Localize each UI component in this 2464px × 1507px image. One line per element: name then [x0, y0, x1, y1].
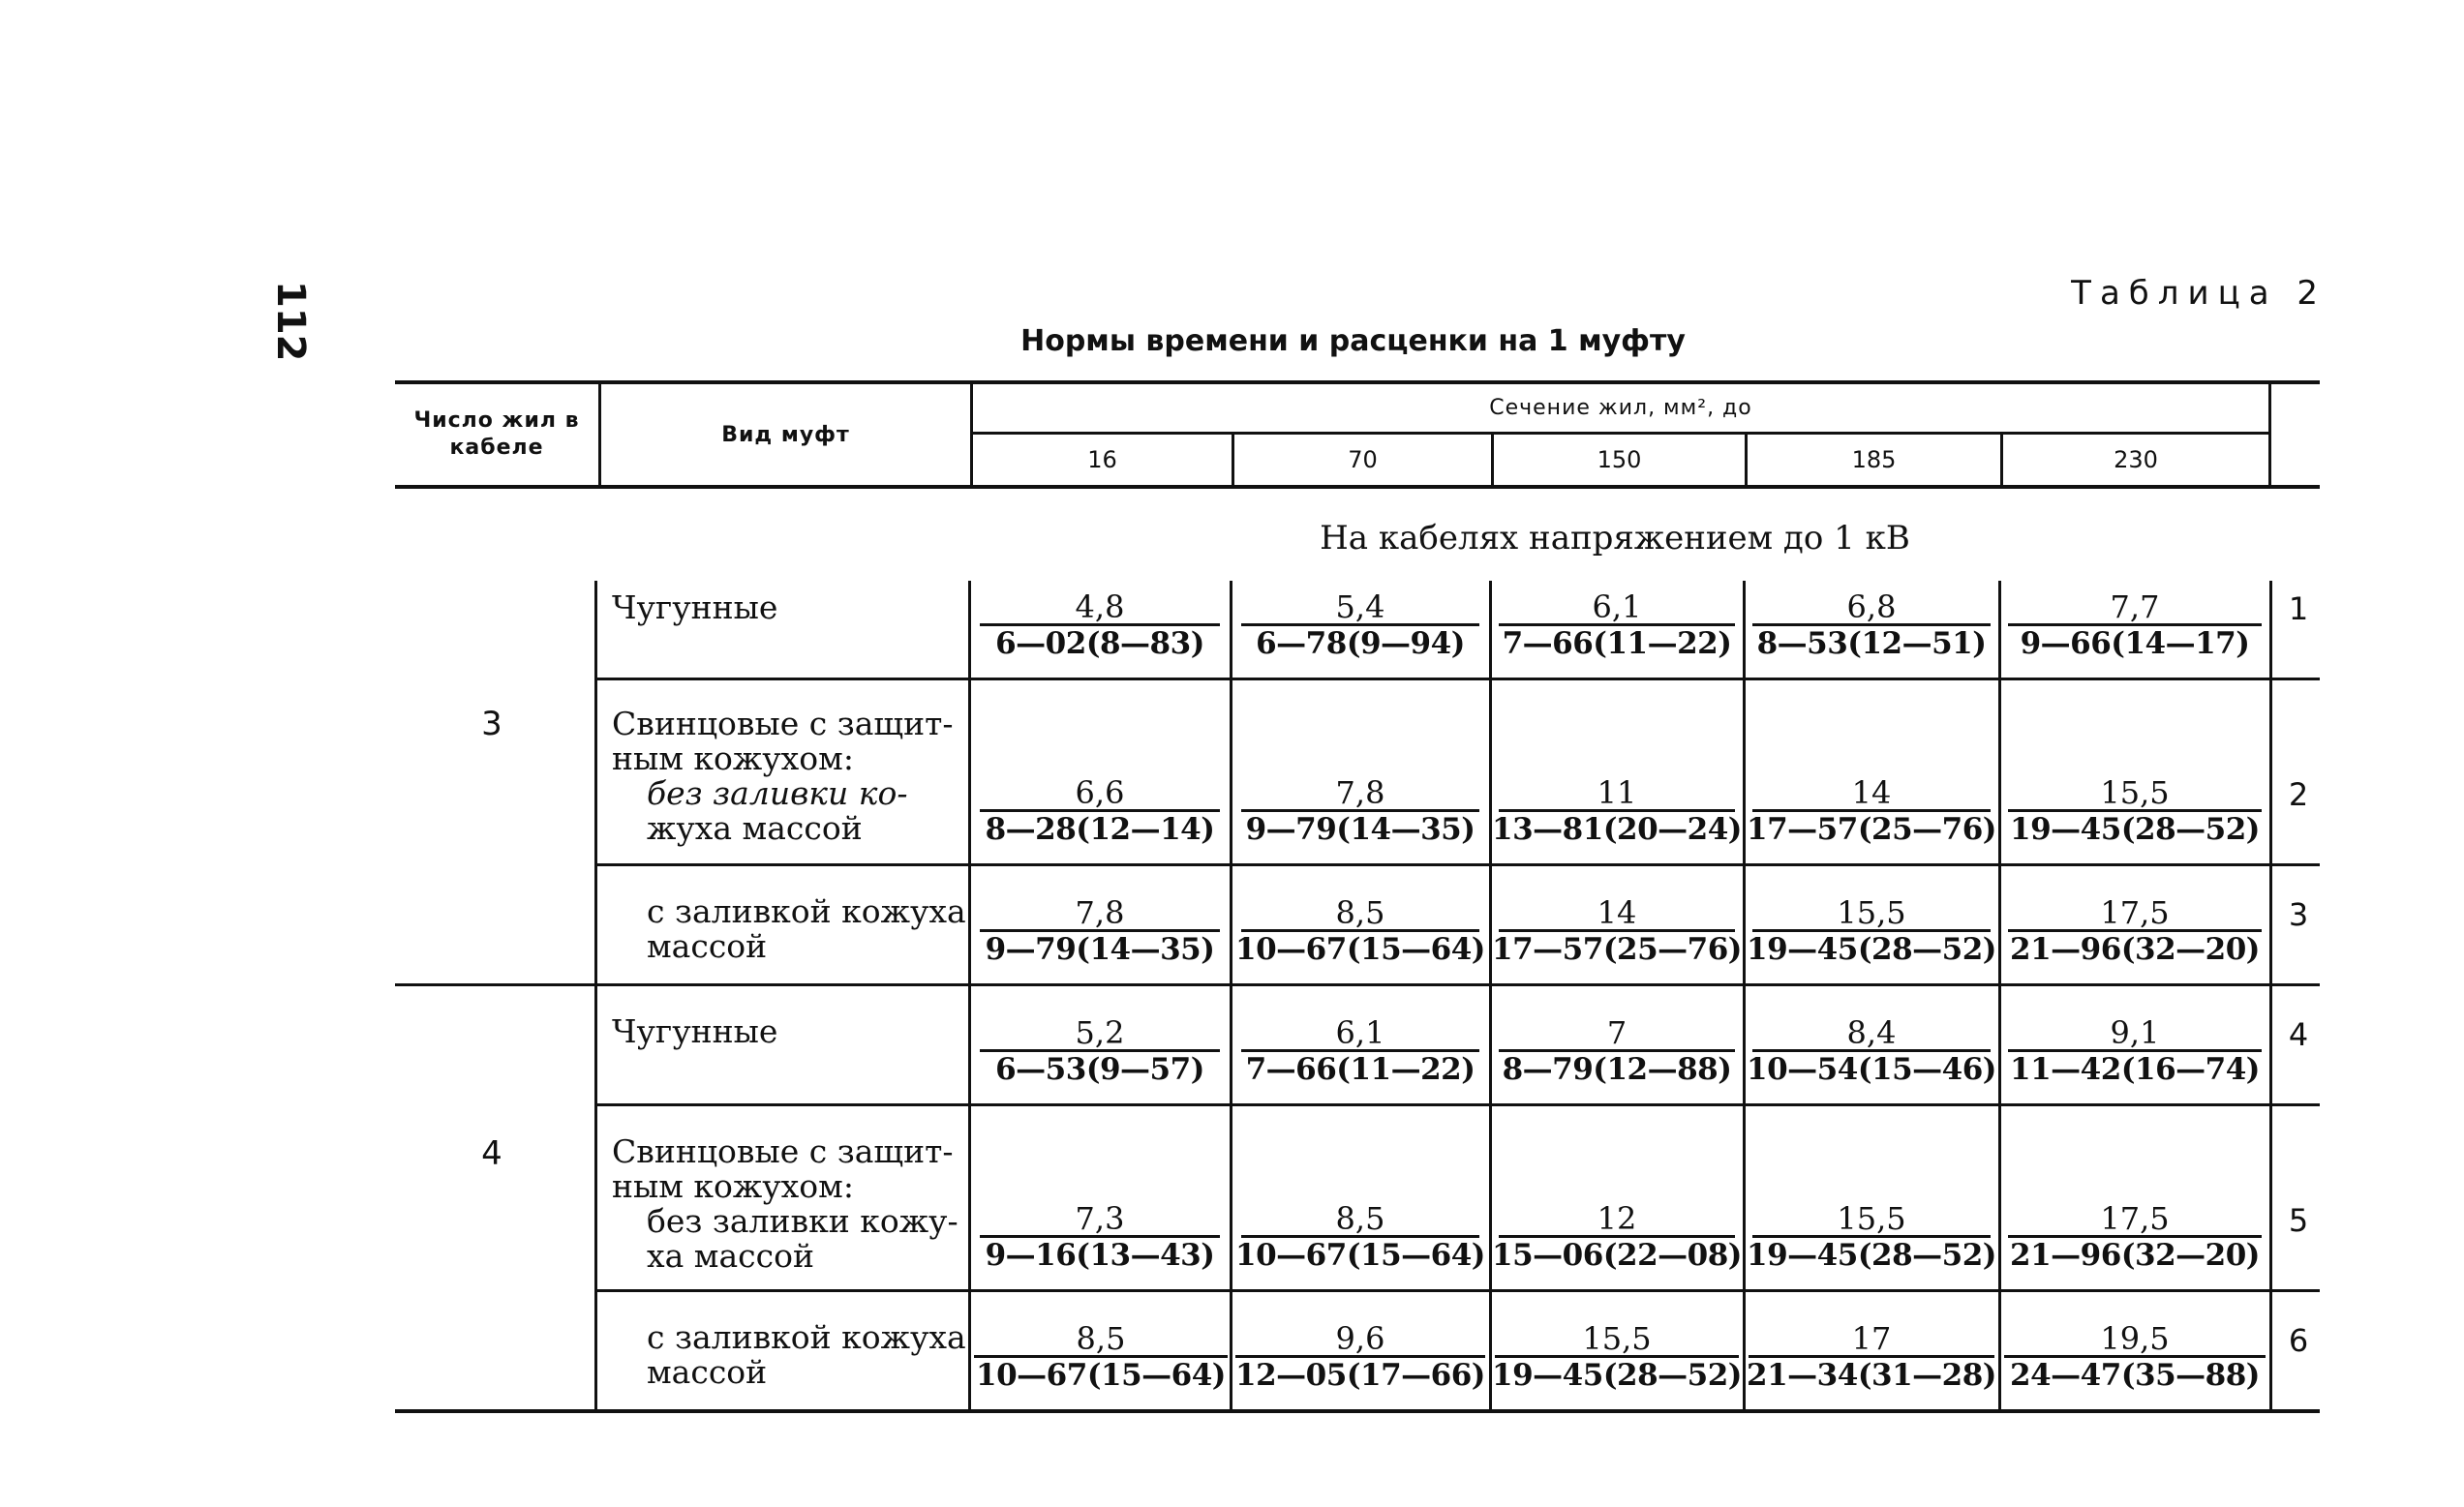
header-size-150: 150	[1491, 435, 1745, 485]
cell-row3-16	[980, 896, 1220, 967]
price-value: 12—05(17—66)	[1235, 1358, 1485, 1393]
price-value: 21—34(31—28)	[1747, 1358, 1996, 1393]
type-line: с заливкой кожуха	[647, 1318, 966, 1356]
type-label-row-5	[612, 1134, 970, 1274]
type-line: Свинцовые с защит-	[612, 1132, 954, 1170]
header-cores: Число жил в кабеле	[413, 408, 580, 460]
type-line: Чугунные	[612, 1012, 778, 1050]
column-rule	[594, 581, 597, 1413]
price-value: 6—78(9—94)	[1256, 626, 1465, 661]
type-line: ха массой	[647, 1237, 814, 1275]
price-value: 24—47(35—88)	[2010, 1358, 2260, 1393]
price-value: 21—96(32—20)	[2010, 1238, 2260, 1273]
price-value: 17—57(25—76)	[1747, 812, 1996, 847]
row-number: 5	[2288, 1202, 2309, 1239]
row-rule	[594, 678, 2320, 680]
price-value: 10—67(15—64)	[976, 1358, 1226, 1393]
norm-value: 9,6	[1235, 1322, 1485, 1358]
cell-row6-16	[974, 1322, 1228, 1393]
type-line: без заливки ко-	[647, 774, 908, 812]
price-value: 8—28(12—14)	[985, 812, 1215, 847]
type-label-row-3	[612, 894, 970, 964]
cell-row3-150	[1492, 894, 1742, 967]
column-rule	[1230, 581, 1232, 1413]
price-value: 19—45(28—52)	[1747, 932, 1996, 967]
cell-row1-16	[980, 590, 1220, 661]
norm-value: 8,4	[1752, 1016, 1991, 1052]
column-rule	[2269, 581, 2272, 1413]
norm-value: 8,5	[1241, 896, 1479, 932]
header-size-70: 70	[1232, 435, 1491, 485]
norm-value: 8,5	[1241, 1202, 1479, 1238]
column-rule	[1489, 581, 1492, 1413]
norm-value: 8,5	[974, 1322, 1228, 1358]
norm-value: 15,5	[1752, 1202, 1991, 1238]
norm-value: 7,3	[980, 1202, 1220, 1238]
cell-row3-230	[2008, 896, 2262, 967]
type-label-row-6	[612, 1320, 970, 1390]
cores-count-4: 4	[481, 1134, 502, 1173]
norm-value: 17,5	[2008, 1202, 2262, 1238]
cell-row2-185	[1747, 774, 1996, 847]
table-body	[395, 581, 2320, 1413]
cell-row6-70	[1235, 1322, 1485, 1393]
price-value: 19—45(28—52)	[1747, 1238, 1996, 1273]
row-number: 2	[2288, 776, 2309, 813]
cores-count-3: 3	[481, 705, 502, 743]
price-value: 13—81(20—24)	[1492, 812, 1742, 847]
cell-row2-150	[1492, 774, 1742, 847]
norm-value: 6,1	[1499, 590, 1735, 626]
norm-value: 6,6	[980, 776, 1220, 812]
table-bottom-rule	[395, 1409, 2320, 1413]
page-number: 112	[268, 281, 313, 362]
price-value: 10—54(15—46)	[1747, 1052, 1996, 1087]
type-label-row-2	[612, 707, 970, 846]
price-value: 21—96(32—20)	[2010, 932, 2260, 967]
cell-row5-185	[1747, 1200, 1996, 1273]
table-header	[395, 380, 2320, 489]
header-size-185: 185	[1745, 435, 2000, 485]
norm-value: 7	[1499, 1016, 1735, 1052]
norm-value: 14	[1499, 896, 1735, 932]
norm-value: 15,5	[1752, 896, 1991, 932]
cell-row1-230	[2008, 590, 2262, 661]
price-value: 9—79(14—35)	[985, 932, 1215, 967]
header-section: Сечение жил, мм², до	[970, 384, 2271, 435]
cell-row5-230	[2008, 1202, 2262, 1273]
cell-row5-70	[1235, 1200, 1485, 1273]
price-value: 7—66(11—22)	[1245, 1052, 1475, 1087]
row-number: 3	[2288, 896, 2309, 933]
row-rule	[594, 1103, 2320, 1106]
row-rule	[594, 863, 2320, 866]
norm-value: 6,1	[1241, 1016, 1479, 1052]
cell-row1-70	[1241, 590, 1479, 661]
cell-row2-230	[2008, 776, 2262, 847]
type-line: без заливки кожу-	[647, 1202, 958, 1240]
norm-value: 19,5	[2004, 1322, 2266, 1358]
row-number: 4	[2288, 1016, 2309, 1053]
column-rule	[968, 581, 971, 1413]
type-line: ным кожухом:	[612, 1167, 854, 1205]
type-line: массой	[647, 1353, 768, 1391]
cell-row1-185	[1752, 590, 1991, 661]
cell-row2-16	[980, 776, 1220, 847]
norm-value: 7,8	[980, 896, 1220, 932]
price-value: 19—45(28—52)	[1492, 1358, 1742, 1393]
price-value: 7—66(11—22)	[1502, 626, 1732, 661]
cell-row1-150	[1499, 590, 1735, 661]
column-rule	[1998, 581, 2001, 1413]
header-type: Вид муфт	[598, 384, 970, 485]
type-line: массой	[647, 927, 768, 965]
voltage-subheader: На кабелях напряжением до 1 кВ	[1320, 519, 1910, 558]
norm-value: 12	[1499, 1202, 1735, 1238]
cell-row5-16	[980, 1202, 1220, 1273]
type-line: Свинцовые с защит-	[612, 705, 954, 742]
norm-value: 9,1	[2008, 1016, 2262, 1052]
price-value: 6—53(9—57)	[995, 1052, 1204, 1087]
type-line: Чугунные	[612, 588, 778, 626]
table-label: Таблица 2	[2071, 274, 2327, 313]
header-size-230: 230	[2000, 435, 2271, 485]
cell-row6-150	[1492, 1320, 1742, 1393]
price-value: 9—66(14—17)	[2020, 626, 2250, 661]
price-value: 19—45(28—52)	[2010, 812, 2260, 847]
cell-row4-16	[980, 1016, 1220, 1087]
cell-row4-185	[1747, 1014, 1996, 1087]
norm-value: 14	[1752, 776, 1991, 812]
cell-row4-70	[1241, 1016, 1479, 1087]
price-value: 10—67(15—64)	[1235, 1238, 1485, 1273]
type-label-row-1	[612, 590, 970, 625]
price-value: 15—06(22—08)	[1492, 1238, 1742, 1273]
norm-value: 5,4	[1241, 590, 1479, 626]
norm-value: 5,2	[980, 1016, 1220, 1052]
cell-row6-230	[2004, 1322, 2266, 1393]
cell-row6-185	[1749, 1322, 1994, 1393]
price-value: 8—53(12—51)	[1756, 626, 1987, 661]
price-value: 8—79(12—88)	[1502, 1052, 1732, 1087]
norm-value: 17,5	[2008, 896, 2262, 932]
group-rule	[395, 983, 2320, 986]
type-line: жуха массой	[647, 809, 863, 847]
price-value: 17—57(25—76)	[1492, 932, 1742, 967]
norm-value: 7,8	[1241, 776, 1479, 812]
type-label-row-4	[612, 1014, 970, 1049]
row-number: 1	[2288, 590, 2309, 627]
row-number: 6	[2288, 1322, 2309, 1359]
cell-row3-70	[1235, 894, 1485, 967]
price-value: 9—16(13—43)	[985, 1238, 1215, 1273]
norm-value: 15,5	[1495, 1322, 1739, 1358]
norm-value: 15,5	[2008, 776, 2262, 812]
norm-value: 17	[1749, 1322, 1994, 1358]
type-line: с заливкой кожуха	[647, 892, 966, 930]
header-size-16: 16	[970, 435, 1232, 485]
cell-row4-230	[2008, 1016, 2262, 1087]
cell-row2-70	[1241, 776, 1479, 847]
row-rule	[594, 1289, 2320, 1292]
price-value: 11—42(16—74)	[2010, 1052, 2260, 1087]
price-value: 10—67(15—64)	[1235, 932, 1485, 967]
cell-row4-150	[1499, 1016, 1735, 1087]
norm-value: 7,7	[2008, 590, 2262, 626]
price-value: 6—02(8—83)	[995, 626, 1204, 661]
cell-row5-150	[1492, 1200, 1742, 1273]
table-caption: Нормы времени и расценки на 1 муфту	[1020, 324, 1686, 358]
norm-value: 11	[1499, 776, 1735, 812]
norm-value: 6,8	[1752, 590, 1991, 626]
price-value: 9—79(14—35)	[1245, 812, 1475, 847]
type-line: ным кожухом:	[612, 739, 854, 777]
norm-value: 4,8	[980, 590, 1220, 626]
cell-row3-185	[1747, 894, 1996, 967]
column-rule	[1743, 581, 1746, 1413]
